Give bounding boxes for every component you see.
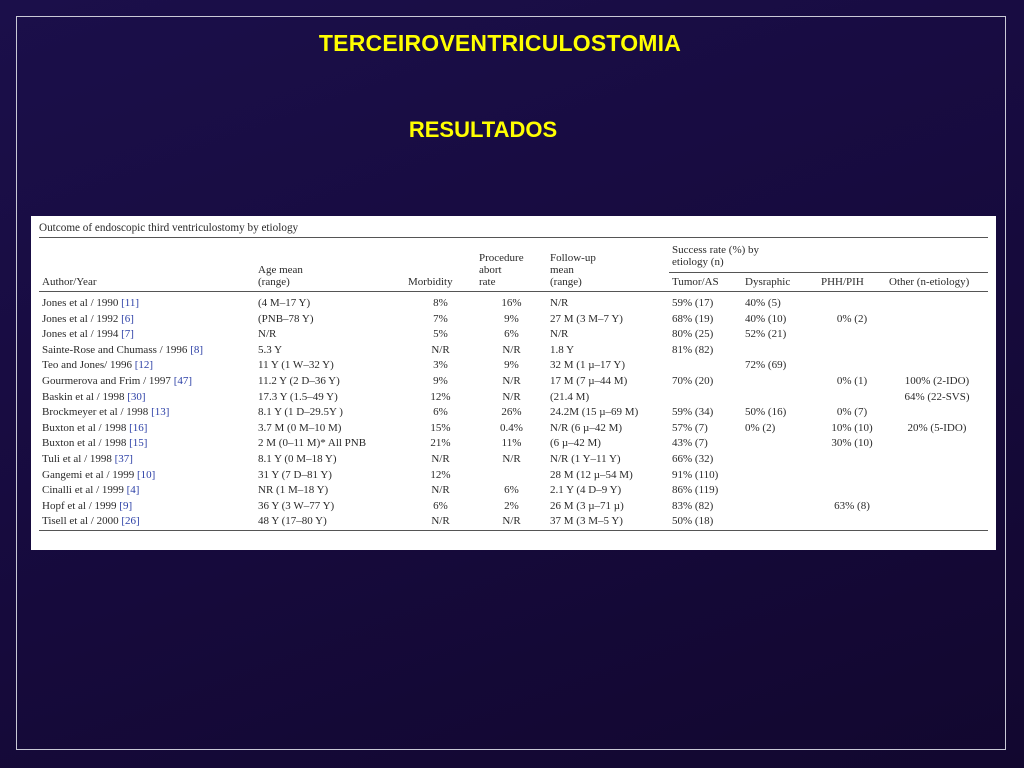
cell-followup: 24.2M (15 µ–69 M) [550,406,639,419]
cell-other [886,468,988,484]
cell-age: N/R [258,328,277,341]
cell-morbidity: 6% [433,499,448,512]
cell-other: 100% (2-IDO) [904,374,970,387]
cell-dysraphic: 40% (5) [745,297,781,309]
cell-author [39,421,255,437]
cell-abort-rate: 11% [501,437,522,450]
cell-morbidity: 6% [433,406,448,419]
table-row [39,374,988,390]
header-phh: PHH/PIH [818,273,886,292]
reference-link[interactable]: [30] [127,390,146,403]
cell-age: 11.2 Y (2 D–36 Y) [258,374,340,387]
cell-phh [818,452,886,468]
cell-age: 2 M (0–11 M)* All PNB [258,437,367,450]
cell-age: 48 Y (17–80 Y) [255,514,405,530]
cell-age: (4 M–17 Y) [258,297,311,309]
cell-other [886,499,988,515]
cell-abort-rate: 6% [504,484,519,497]
table-row [39,499,988,515]
table-row [39,436,988,452]
cell-phh [818,390,886,406]
author-name: Gangemi et al / 1999 [42,468,135,481]
cell-dysraphic: 40% (10) [745,312,787,325]
cell-dysraphic: 0% (2) [745,421,776,434]
reference-link[interactable]: [8] [190,343,204,356]
cell-dysraphic [742,390,818,406]
cell-morbidity: N/R [405,514,476,530]
cell-author [39,436,255,452]
cell-tumor: 70% (20) [672,374,714,387]
cell-other [886,358,988,374]
reference-link[interactable]: [15] [129,437,148,450]
cell-other: 20% (5-IDO) [907,421,967,434]
cell-followup: 26 M (3 µ–71 µ) [550,499,624,512]
cell-author [39,343,255,359]
cell-tumor: 83% (82) [672,499,714,512]
table-row [39,468,988,484]
author-name: Tisell et al / 2000 [42,515,119,528]
cell-followup: N/R [550,328,569,341]
cell-tumor: 66% (32) [672,452,714,465]
author-name: Hopf et al / 1999 [42,499,117,512]
cell-author [39,483,255,499]
cell-followup: 1.8 Y [550,343,575,356]
author-name: Buxton et al / 1998 [42,437,127,450]
cell-abort-rate: N/R [476,514,547,530]
cell-other [886,327,988,343]
cell-morbidity: N/R [431,484,450,497]
slide-subtitle: RESULTADOS [408,117,558,142]
cell-age: 31 Y (7 D–81 Y) [258,468,332,481]
author-name: Baskin et al / 1998 [42,390,125,403]
cell-morbidity: 3% [433,359,448,372]
cell-phh: 63% (8) [834,499,870,512]
cell-dysraphic [742,436,818,452]
cell-author [39,292,255,312]
cell-other [886,436,988,452]
header-other: Other (n-etiology) [886,273,988,292]
cell-author [39,452,255,468]
cell-author [39,312,255,328]
table-row [39,390,988,406]
cell-abort-rate: 26% [501,406,522,419]
outcome-table-panel [31,216,996,550]
cell-dysraphic [742,343,818,359]
cell-tumor: 59% (17) [672,297,714,309]
author-name: Sainte-Rose and Chumass / 1996 [42,343,188,356]
table-row [39,514,988,530]
table-row [39,405,988,421]
cell-followup: 28 M (12 µ–54 M) [550,468,633,481]
cell-tumor: 86% (119) [672,484,719,497]
author-name: Buxton et al / 1998 [42,421,127,434]
cell-abort-rate: 6% [504,328,519,341]
reference-link[interactable]: [7] [121,328,134,341]
cell-age: 11 Y (1 W–32 Y) [258,359,334,372]
cell-tumor: 43% (7) [672,437,708,450]
cell-phh [818,343,886,359]
cell-other [886,405,988,421]
table-caption: Outcome of endoscopic third ventriculostomy by etiology [39,220,988,238]
cell-tumor: 91% (110) [672,468,719,481]
cell-age: NR (1 M–18 Y) [258,484,329,497]
cell-followup: N/R [550,297,569,309]
header-age: Age mean (range) [255,238,405,292]
author-name: Gourmerova and Frim / 1997 [42,374,171,387]
author-name: Teo and Jones/ 1996 [42,359,132,372]
cell-phh [818,292,886,312]
cell-age: 8.1 Y (1 D–29.5Y ) [258,406,343,419]
cell-morbidity: 12% [430,390,451,403]
cell-phh: 0% (7) [836,406,868,419]
cell-morbidity: 8% [433,297,448,309]
reference-link[interactable]: [26] [121,515,140,528]
cell-abort-rate: 9% [504,312,519,325]
header-procedure-abort: Procedure abort rate [476,238,547,292]
cell-tumor: 57% (7) [672,421,708,434]
cell-age: 8.1 Y (0 M–18 Y) [258,452,337,465]
reference-link[interactable]: [37] [114,452,133,465]
cell-followup: 17 M (7 µ–44 M) [550,374,628,387]
table-row [39,421,988,437]
cell-morbidity: 12% [430,468,451,481]
cell-age: 17.3 Y (1.5–49 Y) [258,390,338,403]
author-name: Jones et al / 1994 [42,328,119,341]
cell-morbidity: 9% [433,374,448,387]
cell-dysraphic [742,374,818,390]
cell-other [886,483,988,499]
author-name: Jones et al / 1992 [42,312,119,325]
cell-dysraphic [742,514,818,530]
header-success-rate-group: Success rate (%) by etiology (n) [669,238,988,273]
cell-abort-rate: 9% [504,359,519,372]
cell-followup: 2.1 Y (4 D–9 Y) [550,484,622,497]
cell-other: 64% (22-SVS) [904,390,970,403]
cell-author [39,358,255,374]
cell-morbidity: 5% [433,328,448,341]
cell-dysraphic [742,452,818,468]
header-dysraphic: Dysraphic [742,273,818,292]
cell-morbidity: N/R [431,343,450,356]
cell-dysraphic: 50% (16) [745,406,787,419]
table-row [39,358,988,374]
cell-phh: 10% (10) [831,421,873,434]
cell-phh [818,327,886,343]
reference-link[interactable]: [4] [126,484,140,497]
cell-other [886,312,988,328]
table-row [39,312,988,328]
header-followup: Follow-up mean (range) [547,238,669,292]
cell-abort-rate: 0.4% [500,421,523,434]
cell-tumor: 81% (82) [672,343,714,356]
cell-abort-rate: N/R [502,374,521,387]
cell-followup: N/R (1 Y–11 Y) [550,452,621,465]
reference-link[interactable]: [10] [137,468,156,481]
table-row [39,292,988,312]
cell-morbidity: 21% [430,437,451,450]
cell-other [886,343,988,359]
header-morbidity: Morbidity [405,238,476,292]
cell-followup: (6 µ–42 M) [550,437,601,450]
cell-tumor: 59% (34) [672,406,714,419]
cell-abort-rate: 16% [501,297,522,309]
header-tumor: Tumor/AS [669,273,742,292]
cell-abort-rate: 2% [504,499,519,512]
cell-abort-rate: N/R [502,452,521,465]
reference-link[interactable]: [16] [129,421,148,434]
cell-phh [818,468,886,484]
cell-phh [818,483,886,499]
table-row [39,327,988,343]
cell-dysraphic [742,483,818,499]
cell-tumor [669,358,742,374]
cell-author [39,468,255,484]
cell-followup: N/R (6 µ–42 M) [550,421,623,434]
reference-link[interactable]: [12] [134,359,154,372]
cell-author [39,514,255,530]
cell-morbidity: 15% [430,421,451,434]
cell-tumor: 80% (25) [672,328,714,341]
cell-age: 36 Y (3 W–77 Y) [258,499,335,512]
cell-followup: 27 M (3 M–7 Y) [550,312,623,325]
cell-dysraphic [742,468,818,484]
cell-dysraphic: 52% (21) [745,328,787,341]
cell-phh [818,358,886,374]
table-row [39,452,988,468]
cell-abort-rate: N/R [502,343,521,356]
cell-phh: 30% (10) [831,437,873,450]
cell-author [39,499,255,515]
cell-other [886,514,988,530]
table-row [39,483,988,499]
cell-phh: 0% (2) [836,312,868,325]
author-name: Jones et al / 1990 [42,297,119,309]
author-name: Cinalli et al / 1999 [42,484,124,497]
cell-morbidity: 7% [433,312,448,325]
cell-age: 5.3 Y [258,343,283,356]
reference-link[interactable]: [47] [173,374,193,387]
author-name: Brockmeyer et al / 1998 [42,406,149,419]
slide-title: TERCEIROVENTRICULOSTOMIA [318,30,682,56]
table-row [39,343,988,359]
cell-phh [818,514,886,530]
author-name: Tuli et al / 1998 [42,452,112,465]
cell-age: 3.7 M (0 M–10 M) [258,421,342,434]
cell-abort-rate [476,468,547,484]
cell-author [39,390,255,406]
cell-tumor [669,390,742,406]
reference-link[interactable]: [9] [119,499,133,512]
reference-link[interactable]: [11] [121,297,140,309]
reference-link[interactable]: [13] [151,406,170,419]
cell-followup: 37 M (3 M–5 Y) [547,514,669,530]
cell-other [886,292,988,312]
cell-followup: 32 M (1 µ–17 Y) [550,359,625,372]
cell-followup: (21.4 M) [550,390,590,403]
outcome-table [39,238,988,531]
reference-link[interactable]: [6] [121,312,134,325]
cell-dysraphic [742,499,818,515]
cell-author [39,327,255,343]
cell-author [39,374,255,390]
cell-author [39,405,255,421]
cell-tumor: 50% (18) [669,514,742,530]
cell-abort-rate: N/R [502,390,521,403]
cell-tumor: 68% (19) [672,312,714,325]
cell-age: (PNB–78 Y) [258,312,314,325]
cell-dysraphic: 72% (69) [745,359,787,372]
cell-other [886,452,988,468]
cell-phh: 0% (1) [836,374,868,387]
header-author: Author/Year [39,238,255,292]
cell-morbidity: N/R [431,452,450,465]
